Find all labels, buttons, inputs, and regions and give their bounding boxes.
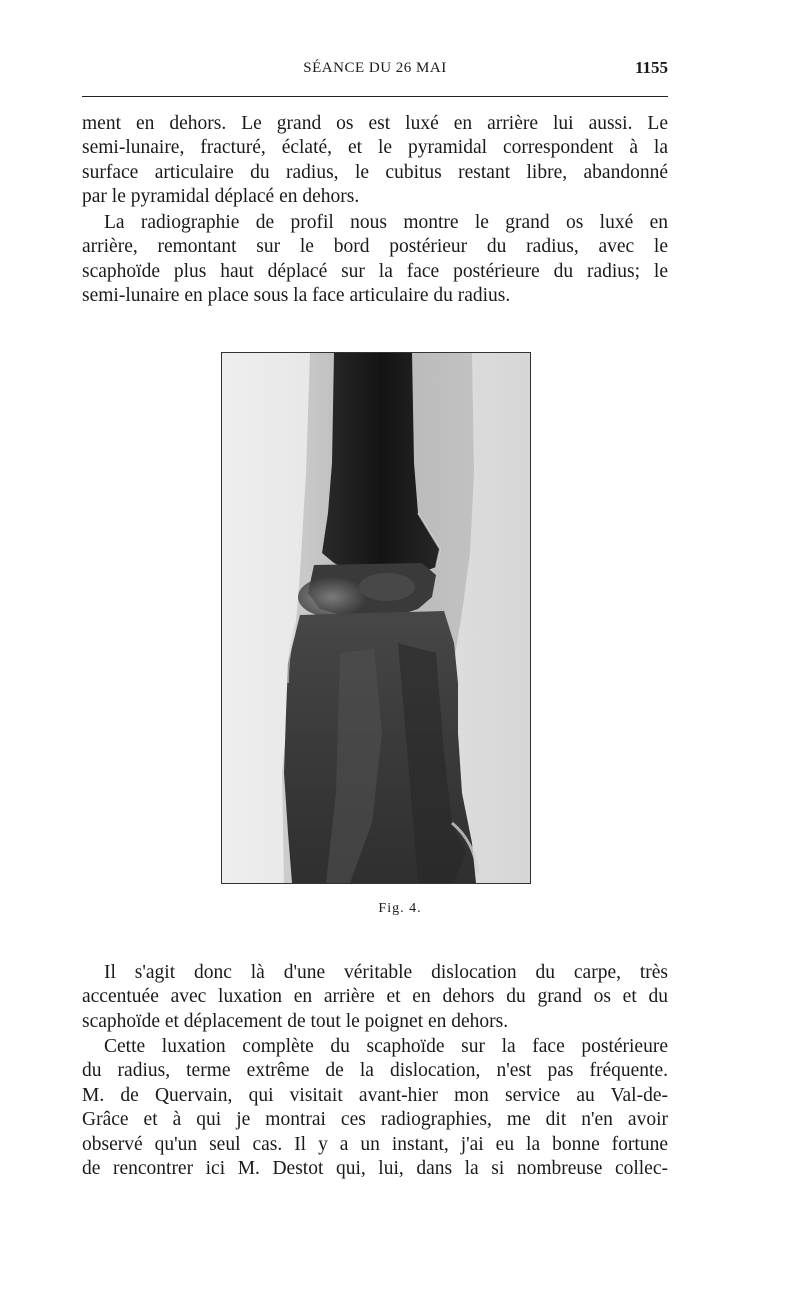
paragraph-1	[82, 112, 668, 210]
running-head: SÉANCE DU 26 MAI	[303, 60, 447, 76]
text-line: par le pyramidal déplacé en dehors.	[82, 186, 360, 208]
text-line: observé qu'un seul cas. Il y a un instant, j'ai eu la bonne fortune	[82, 1133, 668, 1155]
paragraph-3	[82, 961, 668, 1034]
text-line: du radius, terme extrême de la dislocation, n'est pas fréquente.	[82, 1060, 668, 1082]
text-line: scaphoïde plus haut déplacé sur la face postérieure du radius; le	[82, 260, 668, 282]
paragraph-4	[82, 1035, 668, 1181]
xray-image	[222, 353, 530, 883]
text-line: semi-lunaire, fracturé, éclaté, et le pyramidal correspondent à la	[82, 137, 668, 159]
header-rule	[82, 96, 668, 97]
text-line: surface articulaire du radius, le cubitus restant libre, abandonné	[82, 161, 668, 183]
text-line: arrière, remontant sur le bord postérieur du radius, avec le	[82, 236, 668, 258]
text-line: ment en dehors. Le grand os est luxé en arrière lui aussi. Le	[82, 113, 668, 134]
paragraph-2	[82, 211, 668, 309]
text-line: M. de Quervain, qui visitait avant-hier mon service au Val-de-	[82, 1084, 668, 1106]
text-line: de rencontrer ici M. Destot qui, lui, dans la si nombreuse collec-	[82, 1158, 668, 1180]
page-number: 1155	[634, 58, 668, 77]
text-line: accentuée avec luxation en arrière et en dehors du grand os et du	[82, 986, 668, 1008]
page-header	[82, 56, 668, 88]
text-line: Grâce et à qui je montrai ces radiographies, me dit n'en avoir	[82, 1109, 668, 1131]
xray-figure	[221, 352, 531, 884]
text-line: semi-lunaire en place sous la face articulaire du radius.	[82, 285, 511, 307]
text-line: scaphoïde et déplacement de tout le poignet en dehors.	[82, 1010, 509, 1032]
text-line: Il s'agit donc là d'une véritable dislocation du carpe, très	[104, 962, 668, 983]
figure-caption: Fig. 4.	[378, 901, 422, 916]
text-line: La radiographie de profil nous montre le grand os luxé en	[104, 212, 668, 233]
text-line: Cette luxation complète du scaphoïde sur la face postérieure	[104, 1036, 668, 1057]
